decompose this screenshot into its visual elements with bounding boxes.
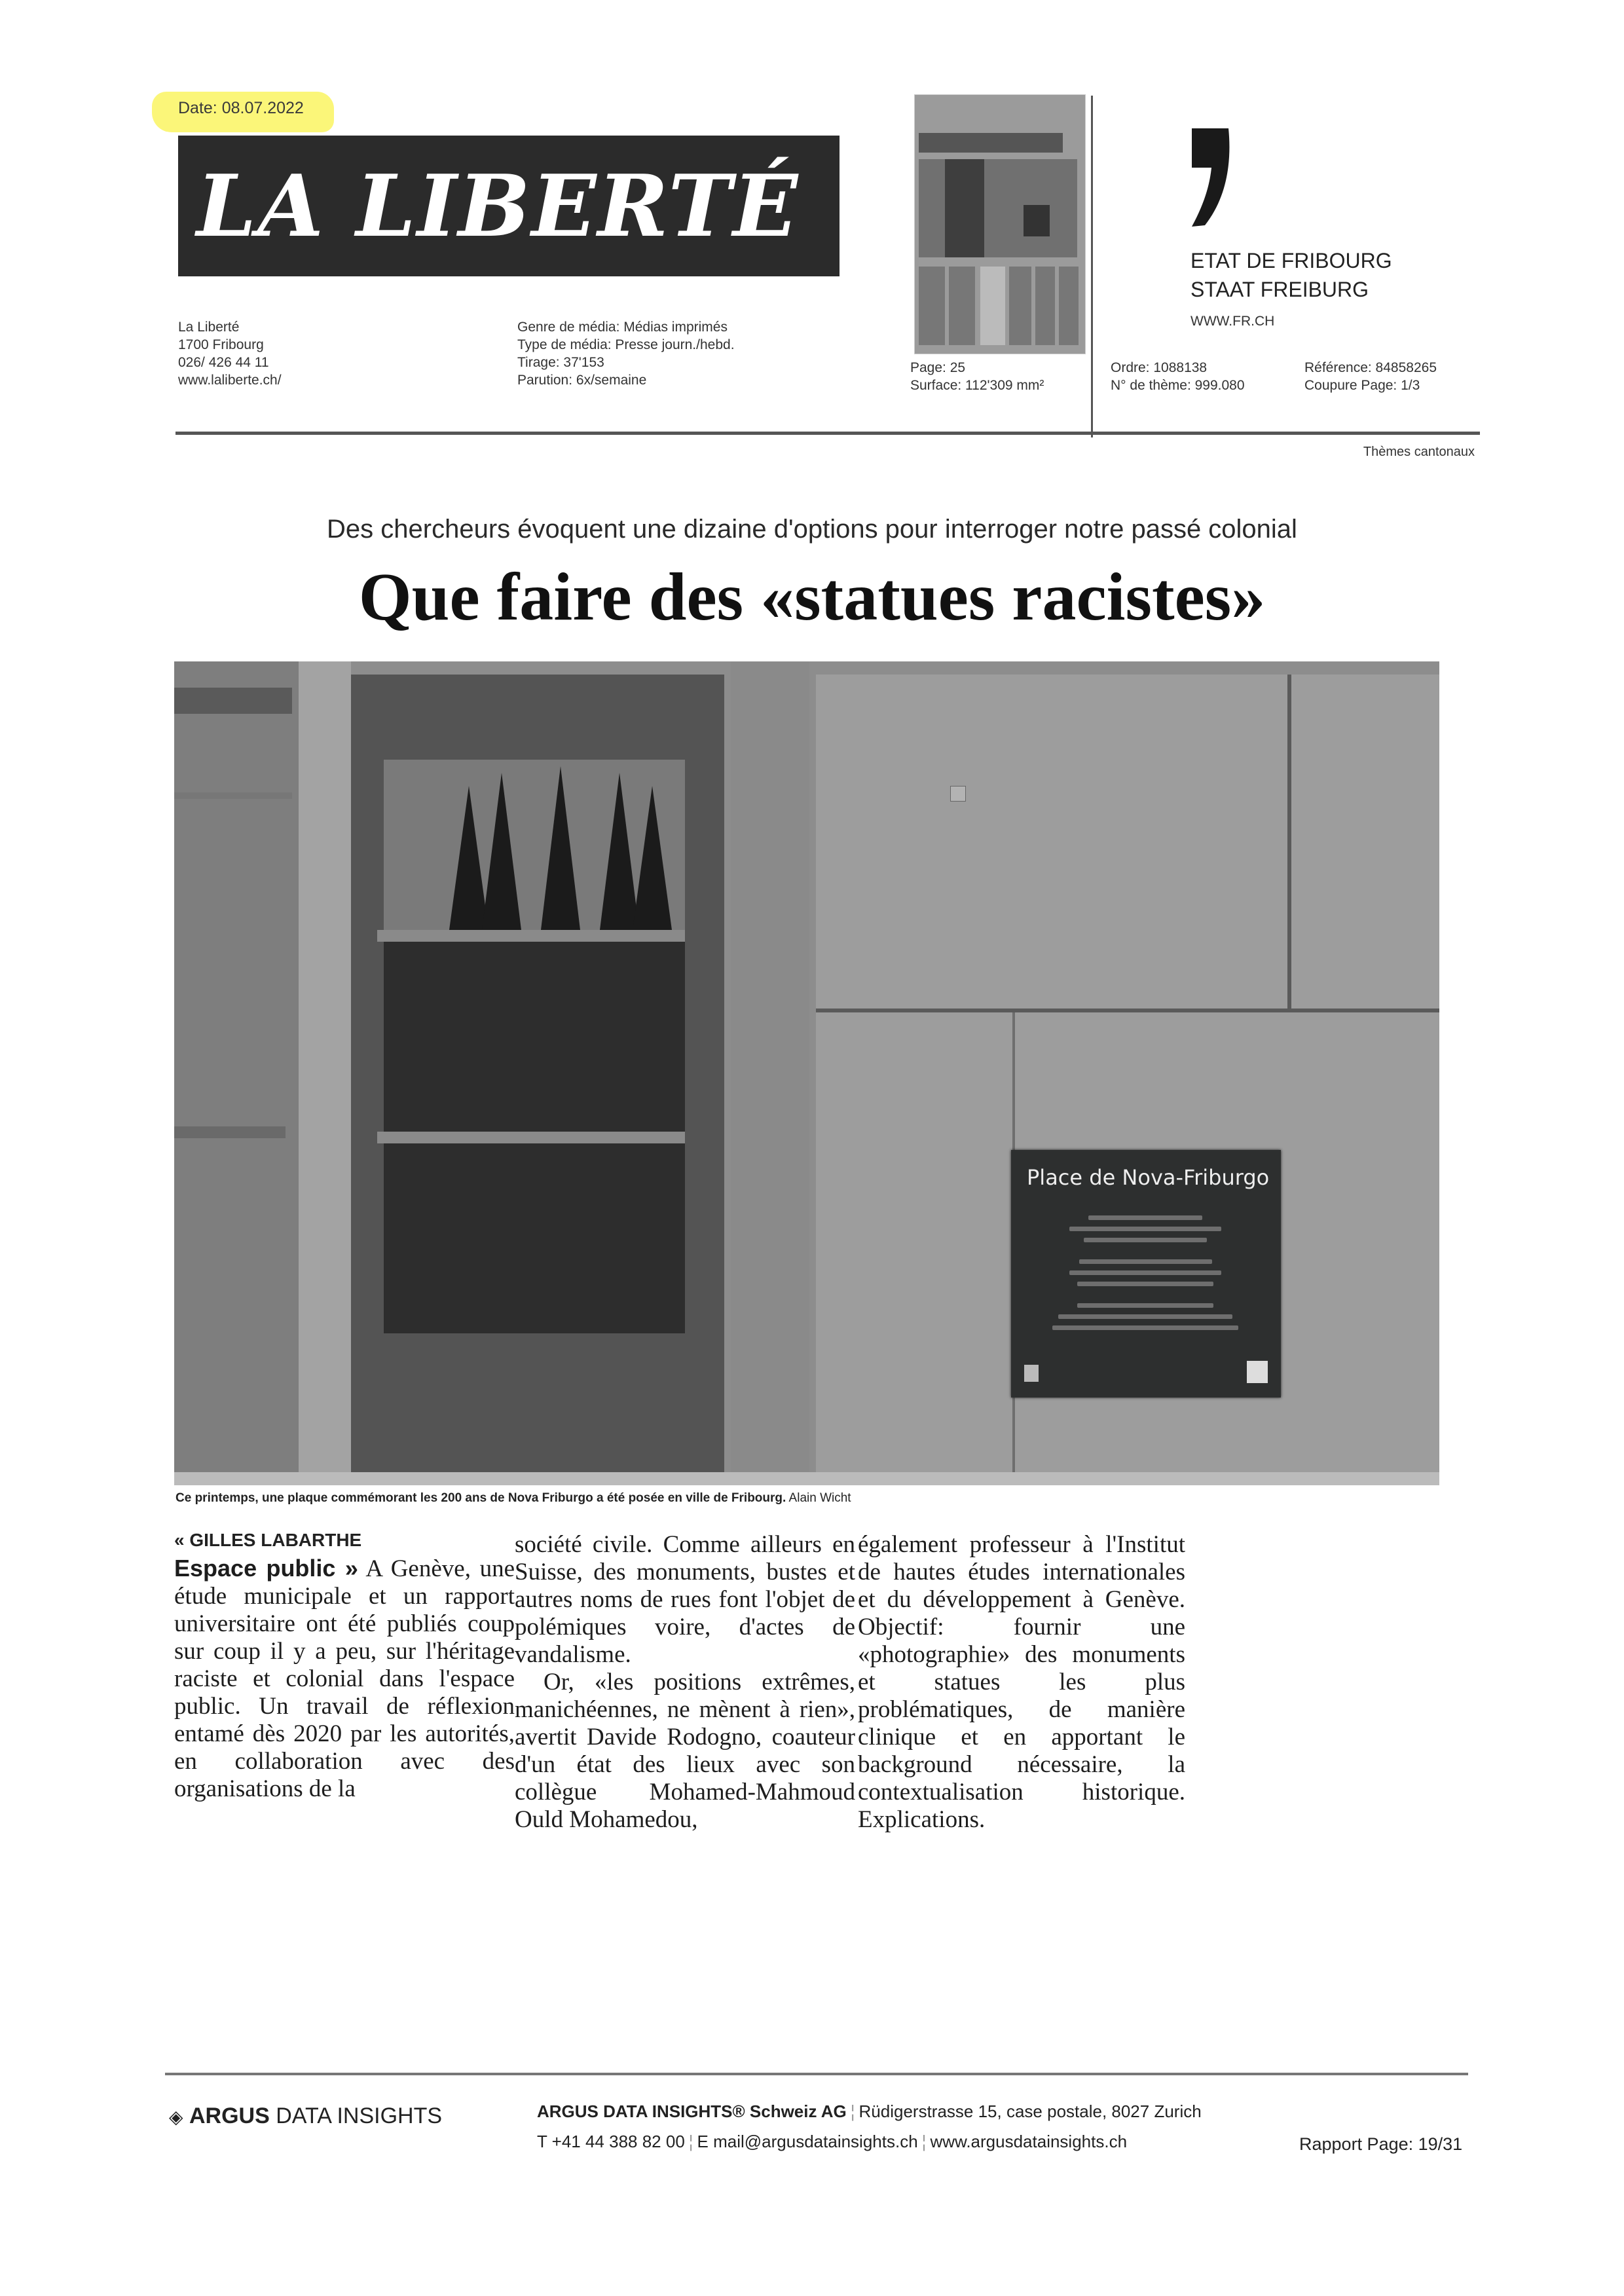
media-frequency: Parution: 6x/semaine xyxy=(517,373,647,388)
thumbnail-column xyxy=(1035,267,1055,345)
thumbnail-window xyxy=(945,159,984,257)
separator: ¦ xyxy=(921,2132,927,2151)
argus-logo-bold: ARGUS xyxy=(189,2103,270,2128)
column-3-text: également professeur à l'Institut de hautes études internationales et du développement à Genève. Objectif: fournir une «photographie» des monuments et statues les plus problématiques, de manière clinique et en apportant le background nécessaire, la contextualisation historique. Explications. xyxy=(858,1531,1185,1833)
footer-rule xyxy=(165,2073,1468,2075)
divider xyxy=(1091,96,1093,437)
publisher-website[interactable]: www.laliberte.ch/ xyxy=(178,373,282,388)
footer-contact-line xyxy=(537,2131,1127,2152)
plaque-title: Place de Nova-Friburgo xyxy=(1027,1165,1270,1190)
argus-eye-icon: ◈ xyxy=(169,2107,183,2127)
page-info xyxy=(910,359,1044,394)
thumbnail-plaque xyxy=(1024,205,1050,236)
thumbnail-photo xyxy=(919,159,1077,257)
nova-friburgo-plaque xyxy=(1011,1150,1281,1398)
article-column-3 xyxy=(858,1531,1185,1834)
window xyxy=(351,675,724,1480)
thumbnail-headline xyxy=(919,133,1063,153)
publisher-phone: 026/ 426 44 11 xyxy=(178,355,269,370)
reference-info xyxy=(1304,359,1437,394)
footer-address-line xyxy=(537,2101,1202,2122)
client-name xyxy=(1190,246,1392,304)
media-genre: Genre de média: Médias imprimés xyxy=(517,320,728,335)
report-page: Rapport Page: 19/31 xyxy=(1299,2134,1463,2154)
column-2-text: société civile. Comme ailleurs en Suisse, des monuments, bustes et autres noms de rues font l'objet de polémiques voire, d'actes de vandalisme. xyxy=(515,1531,855,1668)
media-circulation: Tirage: 37'153 xyxy=(517,355,604,370)
surface: Surface: 112'309 mm² xyxy=(910,378,1044,393)
clipping-date: Date: 08.07.2022 xyxy=(178,99,304,117)
thumbnail-column xyxy=(949,267,975,345)
column-1-text: A Genève, une étude municipale et un rapport universitaire ont été publiés coup sur coup il y a peu, sur l'héritage raciste et colonial dans l'espace public. Un travail de réflexion entamé dès 2020 par les autorités, en collaboration avec des organisations de la xyxy=(174,1555,515,1802)
argus-logo xyxy=(169,2102,442,2131)
article-column-2 xyxy=(515,1531,855,1834)
article-headline: Que faire des «statues racistes» xyxy=(358,559,1266,635)
media-type: Type de média: Presse journ./hebd. xyxy=(517,337,735,352)
footer-website[interactable]: www.argusdatainsights.ch xyxy=(930,2132,1128,2151)
article-kicker: Des chercheurs évoquent une dizaine d'options pour interroger notre passé colonial xyxy=(327,515,1297,544)
etat-fribourg-logo-icon xyxy=(1192,128,1231,227)
page-number: Page: 25 xyxy=(910,360,966,375)
column-2-paragraph-2: Or, «les positions extrêmes, manichéennes, ne mènent à rien», avertit Davide Rodogno, coauteur d'un état des lieux avec son collègue Mohamed-Mahmoud Ould Mohamedou, xyxy=(515,1669,855,1833)
article-column-1 xyxy=(174,1526,515,1803)
order-number: Ordre: 1088138 xyxy=(1111,360,1208,375)
article-photo xyxy=(174,661,1439,1485)
clipping-page: Coupure Page: 1/3 xyxy=(1304,378,1420,393)
header-rule xyxy=(175,432,1480,435)
client-name-de: STAAT FREIBURG xyxy=(1190,278,1369,301)
plaque-fribourg-logo-icon xyxy=(1247,1361,1268,1383)
separator: ¦ xyxy=(688,2132,693,2151)
footer-email[interactable]: E mail@argusdatainsights.ch xyxy=(697,2132,918,2151)
thumbnail-column xyxy=(1059,267,1079,345)
thumbnail-column xyxy=(919,267,945,345)
page-thumbnail xyxy=(914,94,1086,354)
photo-credit: Alain Wicht xyxy=(788,1491,851,1505)
photo-caption xyxy=(175,1491,851,1506)
client-name-fr: ETAT DE FRIBOURG xyxy=(1190,249,1392,272)
masthead-logo: LA LIBERTÉ xyxy=(196,156,800,256)
separator: ¦ xyxy=(850,2102,855,2121)
byline: « GILLES LABARTHE xyxy=(174,1530,362,1550)
caption-text: Ce printemps, une plaque commémorant les 200 ans de Nova Friburgo a été posée en ville de Fribourg. xyxy=(175,1491,786,1505)
client-website[interactable]: WWW.FR.CH xyxy=(1190,314,1275,329)
footer-company: ARGUS DATA INSIGHTS® Schweiz AG xyxy=(537,2102,847,2121)
publisher-info xyxy=(178,318,282,389)
lead-label: Espace public » xyxy=(174,1555,358,1582)
publisher-city: 1700 Fribourg xyxy=(178,337,264,352)
thumbnail-column xyxy=(980,267,1005,345)
publisher-name: La Liberté xyxy=(178,320,240,335)
footer-address: Rüdigerstrasse 15, case postale, 8027 Zurich xyxy=(858,2102,1202,2121)
footer-phone: T +41 44 388 82 00 xyxy=(537,2132,685,2151)
thumbnail-column xyxy=(1009,267,1031,345)
plaque-city-logo-icon xyxy=(1024,1365,1039,1382)
theme-number: N° de thème: 999.080 xyxy=(1111,378,1245,393)
reference-number: Référence: 84858265 xyxy=(1304,360,1437,375)
themes-label: Thèmes cantonaux xyxy=(1363,445,1475,459)
plaque-text-lines xyxy=(1050,1215,1240,1337)
argus-logo-light: DATA INSIGHTS xyxy=(276,2103,443,2128)
order-info xyxy=(1111,359,1245,394)
media-info xyxy=(517,318,735,389)
